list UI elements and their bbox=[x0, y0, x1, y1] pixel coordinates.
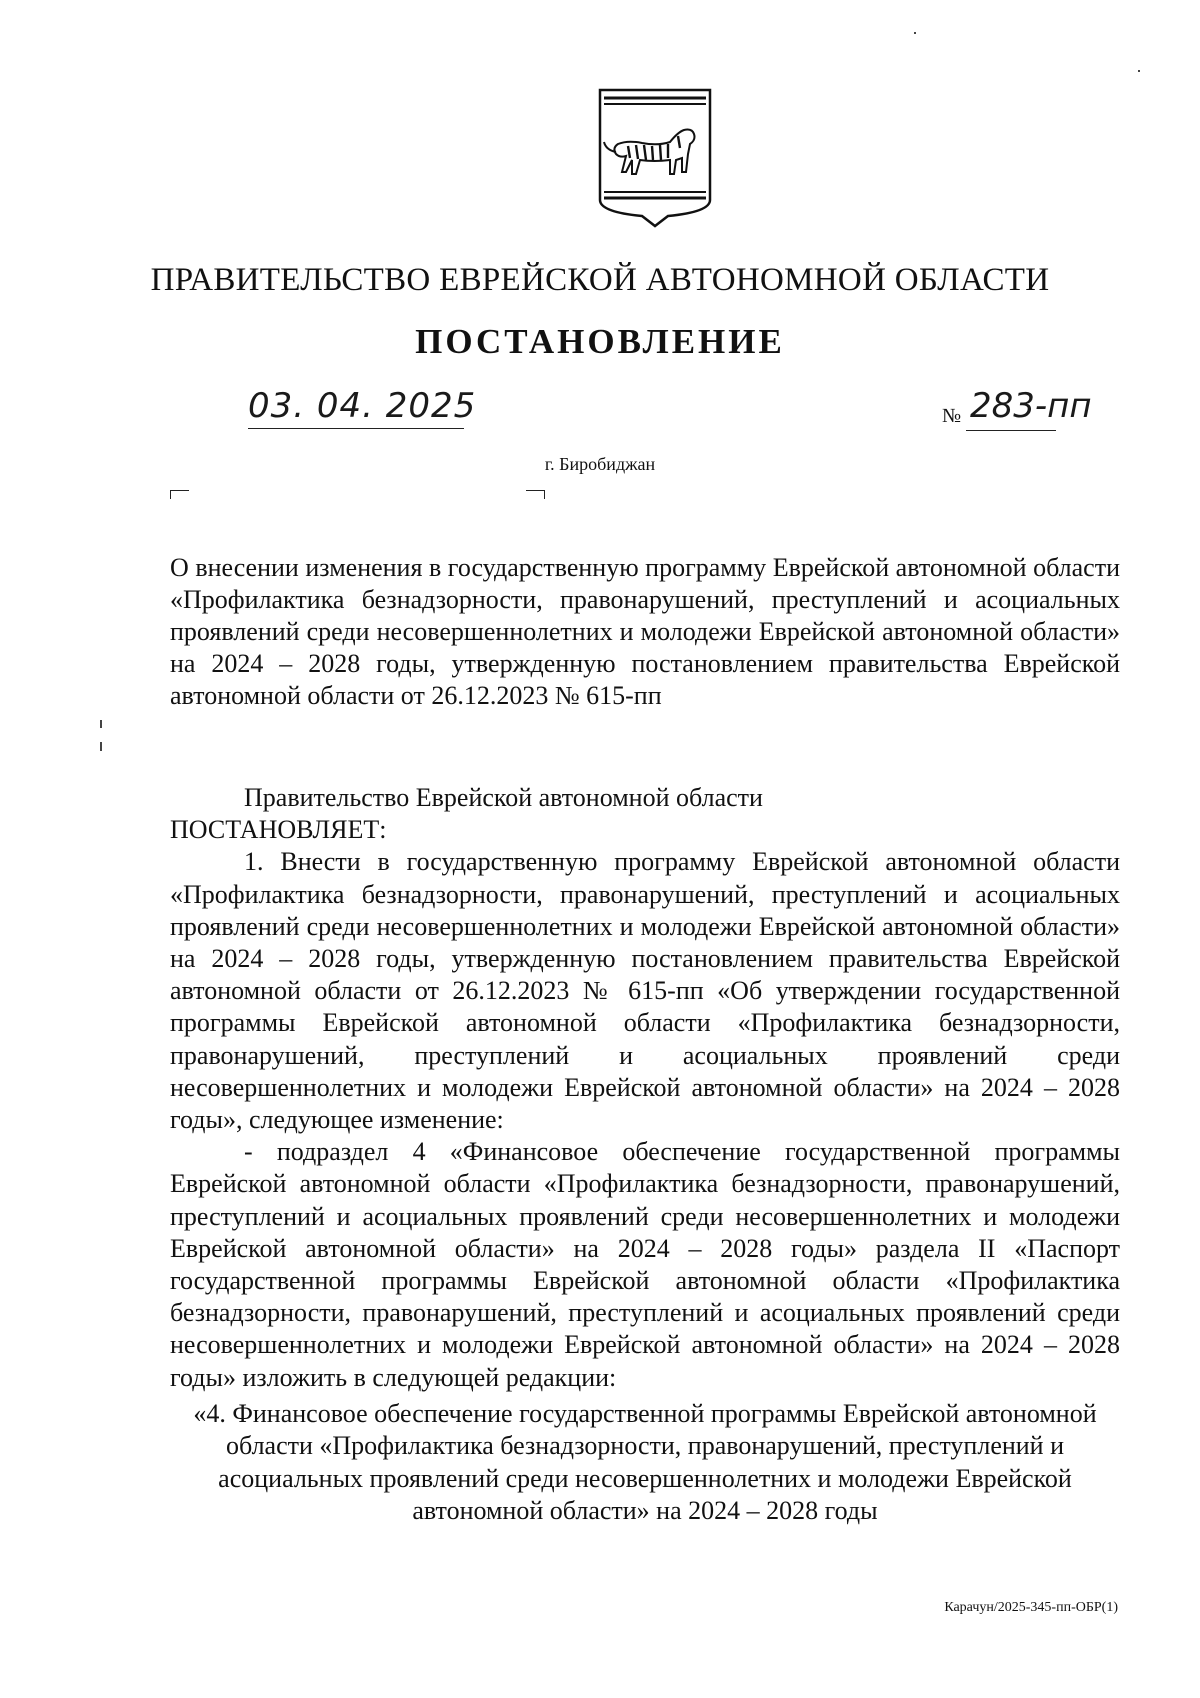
document-subject: О внесении изменения в государственную программу Еврейской автономной области «Профилактика безнадзорности, правонарушений, преступлений и асоциальных проявлений среди несовершеннолетних и молодежи Еврейской автономной области» на 2024 – 2028 годы, утвержденную постановлением правительства Еврейской автономной области от 26.12.2023 № 615-пп bbox=[170, 553, 1120, 710]
document-date: 03. 04. 2025 bbox=[248, 386, 477, 426]
scan-mark bbox=[100, 742, 102, 751]
number-sign: № bbox=[942, 405, 962, 427]
item-1-paragraph: 1. Внести в государственную программу Еврейской автономной области «Профилактика безнадзорности, правонарушений, преступлений и асоциальных проявлений среди несовершеннолетних и молодежи Еврейской автономной области» на 2024 – 2028 годы, утвержденную постановлением правительства Еврейской автономной области от 26.12.2023 № 615-пп «Об утверждении государственной программы Еврейской автономной области «Профилактика безнадзорности, правонарушений, преступлений и асоциальных проявлений среди несовершеннолетних и молодежи Еврейской автономной области» на 2024 – 2028 годы», следующее изменение: bbox=[170, 847, 1120, 1135]
document-type-title: ПОСТАНОВЛЕНИЕ bbox=[415, 322, 785, 361]
subitem-paragraph: - подраздел 4 «Финансовое обеспечение государственной программы Еврейской автономной области «Профилактика безнадзорности, правонарушений, преступлений и асоциальных проявлений среди несовершеннолетних и молодежи Еврейской автономной области» на 2024 – 2028 годы» раздела II «Паспорт государственной программы Еврейской автономной области «Профилактика безнадзорности, правонарушений, преступлений и асоциальных проявлений среди несовершеннолетних и молодежи Еврейской автономной области» на 2024 – 2028 годы» изложить в следующей редакции: bbox=[170, 1137, 1120, 1392]
city-name: г. Биробиджан bbox=[544, 454, 656, 474]
footer-reference: Карачун/2025-345-пп-ОБР(1) bbox=[944, 1600, 1118, 1615]
document-number: 283-пп bbox=[970, 386, 1092, 426]
subject-corner-right bbox=[526, 490, 545, 499]
document-body bbox=[170, 782, 1120, 1528]
section-4-title: «4. Финансовое обеспечение государственной программы Еврейской автономной области «Профилактика безнадзорности, правонарушений, преступлений и асоциальных проявлений среди несовершеннолетних и молодежи Еврейской автономной области» на 2024 – 2028 годы bbox=[193, 1398, 1097, 1526]
coat-of-arms-tiger-icon bbox=[598, 88, 712, 228]
scan-mark bbox=[1138, 70, 1140, 72]
scan-mark bbox=[100, 720, 102, 728]
government-line: Правительство Еврейской автономной области bbox=[244, 783, 763, 812]
resolves-line: ПОСТАНОВЛЯЕТ: bbox=[170, 815, 387, 845]
date-underline bbox=[248, 428, 464, 429]
subject-corner-left bbox=[170, 490, 189, 499]
number-underline bbox=[966, 430, 1056, 431]
scan-mark bbox=[914, 32, 916, 34]
government-title: ПРАВИТЕЛЬСТВО ЕВРЕЙСКОЙ АВТОНОМНОЙ ОБЛАСТИ bbox=[150, 262, 1050, 298]
